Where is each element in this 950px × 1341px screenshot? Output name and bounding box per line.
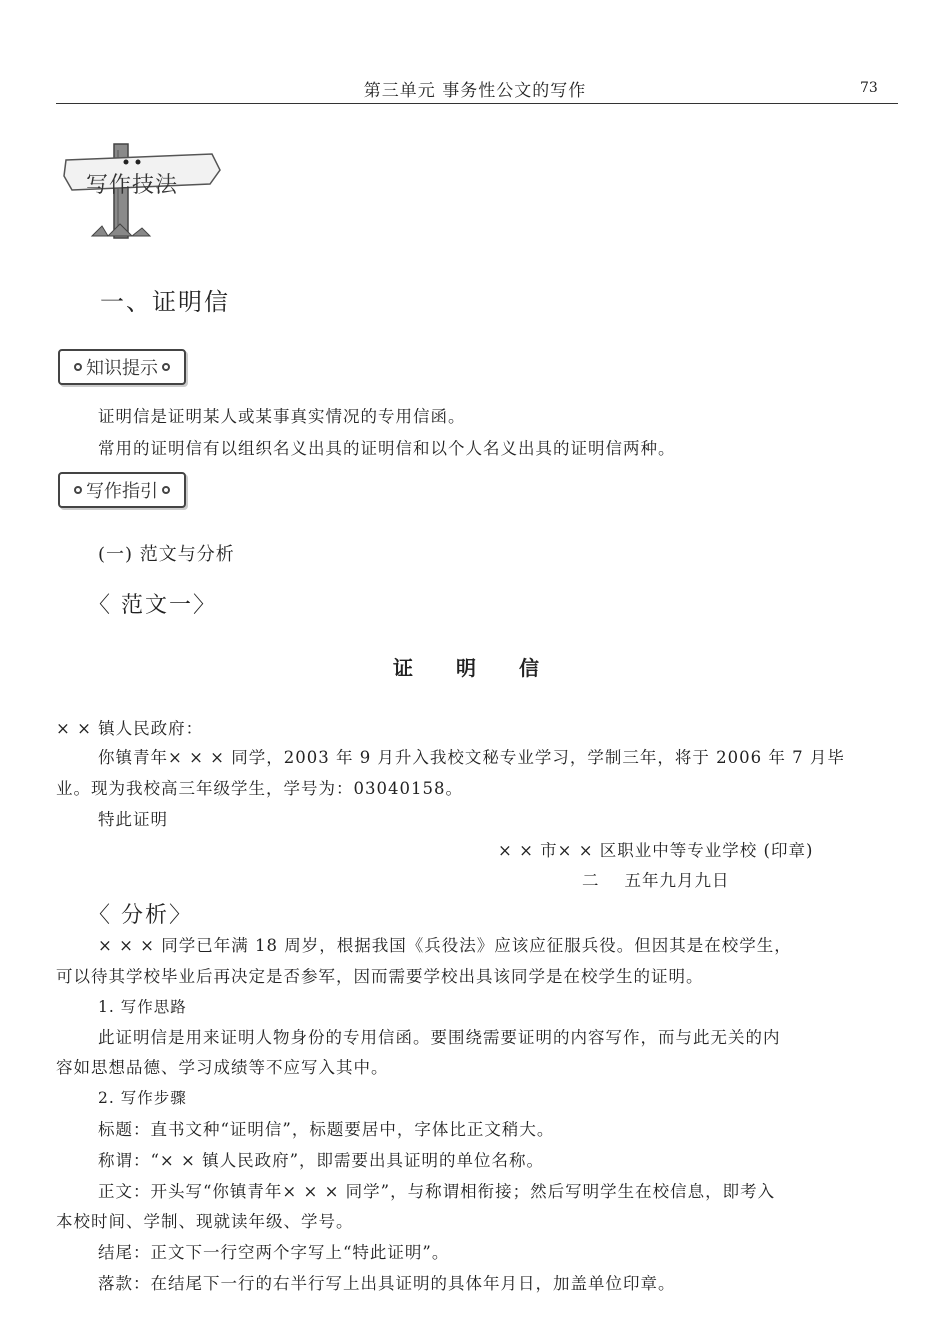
badge-label: 知识提示 — [86, 358, 158, 379]
steps-heading: 2. 写作步骤 — [98, 1089, 187, 1107]
letter-closing: 特此证明 — [98, 810, 168, 829]
letter-date: 二 五年九月九日 — [582, 871, 730, 890]
idea-heading: 1. 写作思路 — [98, 998, 187, 1016]
sample-label: 〈 范文一〉 — [88, 593, 217, 618]
step-body-line-1: 正文：开头写“你镇青年× × × 同学”，与称谓相衔接；然后写明学生在校信息，即考入 — [98, 1182, 776, 1201]
analysis-line-1: × × × 同学已年满 18 周岁，根据我国《兵役法》应该应征服兵役。但因其是在校学生， — [98, 936, 792, 955]
step-signature: 落款：在结尾下一行的右半行写上出具证明的具体年月日，加盖单位印章。 — [98, 1274, 676, 1293]
step-salutation: 称谓：“× × 镇人民政府”，即需要出具证明的单位名称。 — [98, 1151, 545, 1170]
idea-line-2: 容如思想品德、学习成绩等不应写入其中。 — [56, 1058, 389, 1077]
section-title: 一、证明信 — [100, 288, 230, 316]
badge-label: 写作指引 — [86, 481, 158, 502]
badge-dot-icon — [162, 363, 170, 371]
badge-dot-icon — [74, 486, 82, 494]
idea-line-1: 此证明信是用来证明人物身份的专用信函。要围绕需要证明的内容写作，而与此无关的内 — [98, 1028, 781, 1047]
subsection-heading: (一) 范文与分析 — [98, 544, 235, 565]
analysis-label: 〈 分析〉 — [88, 903, 193, 928]
page-number: 73 — [860, 80, 878, 96]
letter-title: 证 明 信 — [393, 656, 557, 680]
writing-guide-badge — [58, 472, 186, 508]
step-title: 标题：直书文种“证明信”，标题要居中，字体比正文稍大。 — [98, 1120, 555, 1139]
letter-body-line-1: 你镇青年× × × 同学，2003 年 9 月升入我校文秘专业学习，学制三年，将于 2006 年 7 月毕 — [98, 748, 845, 767]
knowledge-paragraph-1: 证明信是证明某人或某事真实情况的专用信函。 — [98, 407, 466, 426]
writing-technique-signpost — [62, 140, 222, 240]
step-body-line-2: 本校时间、学制、现就读年级、学号。 — [56, 1212, 354, 1231]
analysis-line-2: 可以待其学校毕业后再决定是否参军，因而需要学校出具该同学是在校学生的证明。 — [56, 967, 704, 986]
letter-salutation: × × 镇人民政府： — [56, 719, 204, 738]
badge-dot-icon — [74, 363, 82, 371]
knowledge-paragraph-2: 常用的证明信有以组织名义出具的证明信和以个人名义出具的证明信两种。 — [98, 439, 676, 458]
signpost-label: 写作技法 — [86, 173, 179, 198]
letter-body-line-2: 业。现为我校高三年级学生，学号为：03040158。 — [56, 779, 463, 798]
badge-dot-icon — [162, 486, 170, 494]
running-header-title: 第三单元 事务性公文的写作 — [363, 81, 587, 101]
step-ending: 结尾：正文下一行空两个字写上“特此证明”。 — [98, 1243, 450, 1262]
knowledge-tip-badge — [58, 349, 186, 385]
letter-signature: × × 市× × 区职业中等专业学校 (印章) — [498, 841, 814, 860]
header-rule — [56, 103, 898, 104]
